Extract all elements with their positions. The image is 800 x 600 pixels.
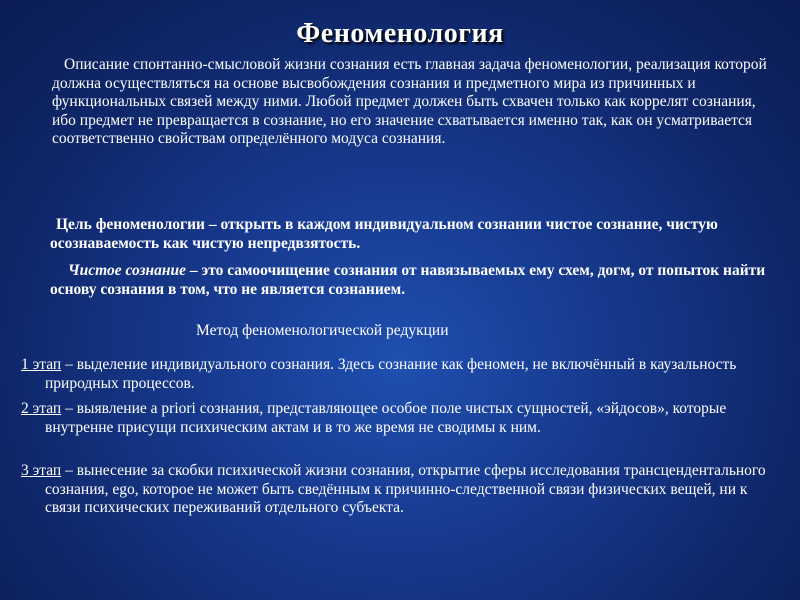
stage-label: 3 этап (21, 462, 62, 479)
stage-text: – вынесение за скобки психической жизни сознания, открытие сферы исследования трансцендентального сознания, ego, которое не может быть сведённым к причинно-следственной связи физических вещей, ни к связи психических переживаний отдельного субъекта. (45, 462, 766, 516)
intro-paragraph: Описание спонтанно-смысловой жизни сознания есть главная задача феноменологии, реализация которой должна осуществляться на основе высвобождения сознания и предметного мира из причинных и функциональных связей между ними. Любой предмет должен быть схвачен только как коррелят сознания, ибо предмет не превращается в сознание, но его значение схватывается именно так, как он усматривается соответственно свойствам определённого модуса сознания. (52, 56, 767, 147)
stage-item (21, 400, 785, 437)
stage-label: 1 этап (21, 356, 62, 373)
pure-consciousness-paragraph (50, 262, 780, 299)
stage-text: – выявление а priori сознания, представляющее особое поле чистых сущностей, «эйдосов», которые внутренне присущи психическим актам и в то же время не сводимы к ним. (45, 400, 727, 436)
stage-label: 2 этап (21, 400, 62, 417)
stage-text: – выделение индивидуального сознания. Здесь сознание как феномен, не включённый в каузальность природных процессов. (45, 356, 737, 392)
slide-title: Феноменология (296, 18, 504, 49)
pure-consciousness-text: – это самоочищение сознания от навязываемых ему схем, догм, от попыток найти основу сознания в том, что не является сознанием. (50, 262, 766, 298)
stage-item (21, 462, 785, 518)
goal-paragraph: Цель феноменологии – открыть в каждом индивидуальном сознании чистое сознание, чистую осознаваемость как чистую непредвзятость. (50, 216, 718, 252)
pure-consciousness-term: Чистое сознание (68, 262, 186, 279)
method-heading: Метод феноменологической редукции (196, 322, 449, 339)
stage-item (21, 356, 785, 393)
